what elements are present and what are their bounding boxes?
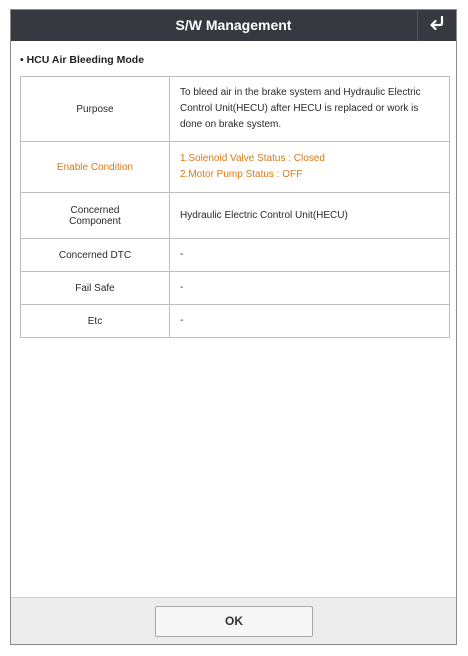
enable-condition-line-1: 1.Solenoid Valve Status : Closed <box>180 153 325 164</box>
etc-label: Etc <box>21 305 170 338</box>
concerned-component-label-line-1: Concerned <box>70 204 120 216</box>
purpose-label: Purpose <box>21 77 170 142</box>
dialog-header <box>11 10 456 41</box>
table-row-enable-condition <box>21 142 450 193</box>
table-row-fail-safe <box>21 272 450 305</box>
dialog-title: S/W Management <box>175 17 292 33</box>
concerned-dtc-label: Concerned DTC <box>21 239 170 272</box>
info-table <box>20 76 450 338</box>
concerned-component-label-line-2: Component <box>69 215 121 227</box>
concerned-component-value: Hydraulic Electric Control Unit(HECU) <box>170 193 450 239</box>
table-row-concerned-dtc <box>21 239 450 272</box>
table-row-concerned-component <box>21 193 450 239</box>
mode-subtitle: • HCU Air Bleeding Mode <box>20 54 145 66</box>
concerned-component-label <box>21 193 170 239</box>
return-arrow-icon <box>429 16 445 35</box>
fail-safe-value: - <box>170 272 450 305</box>
dialog-footer <box>11 597 456 644</box>
concerned-dtc-value: - <box>170 239 450 272</box>
ok-button[interactable]: OK <box>155 606 313 637</box>
table-row-etc <box>21 305 450 338</box>
enable-condition-value <box>170 142 450 193</box>
fail-safe-label: Fail Safe <box>21 272 170 305</box>
back-button[interactable] <box>417 10 456 41</box>
purpose-value: To bleed air in the brake system and Hydraulic Electric Control Unit(HECU) after HECU is replaced or work is done on brake system. <box>170 77 450 142</box>
table-row-purpose <box>21 77 450 142</box>
etc-value: - <box>170 305 450 338</box>
enable-condition-line-2: 2.Motor Pump Status : OFF <box>180 169 303 180</box>
enable-condition-label: Enable Condition <box>21 142 170 193</box>
sw-management-dialog <box>10 9 457 645</box>
